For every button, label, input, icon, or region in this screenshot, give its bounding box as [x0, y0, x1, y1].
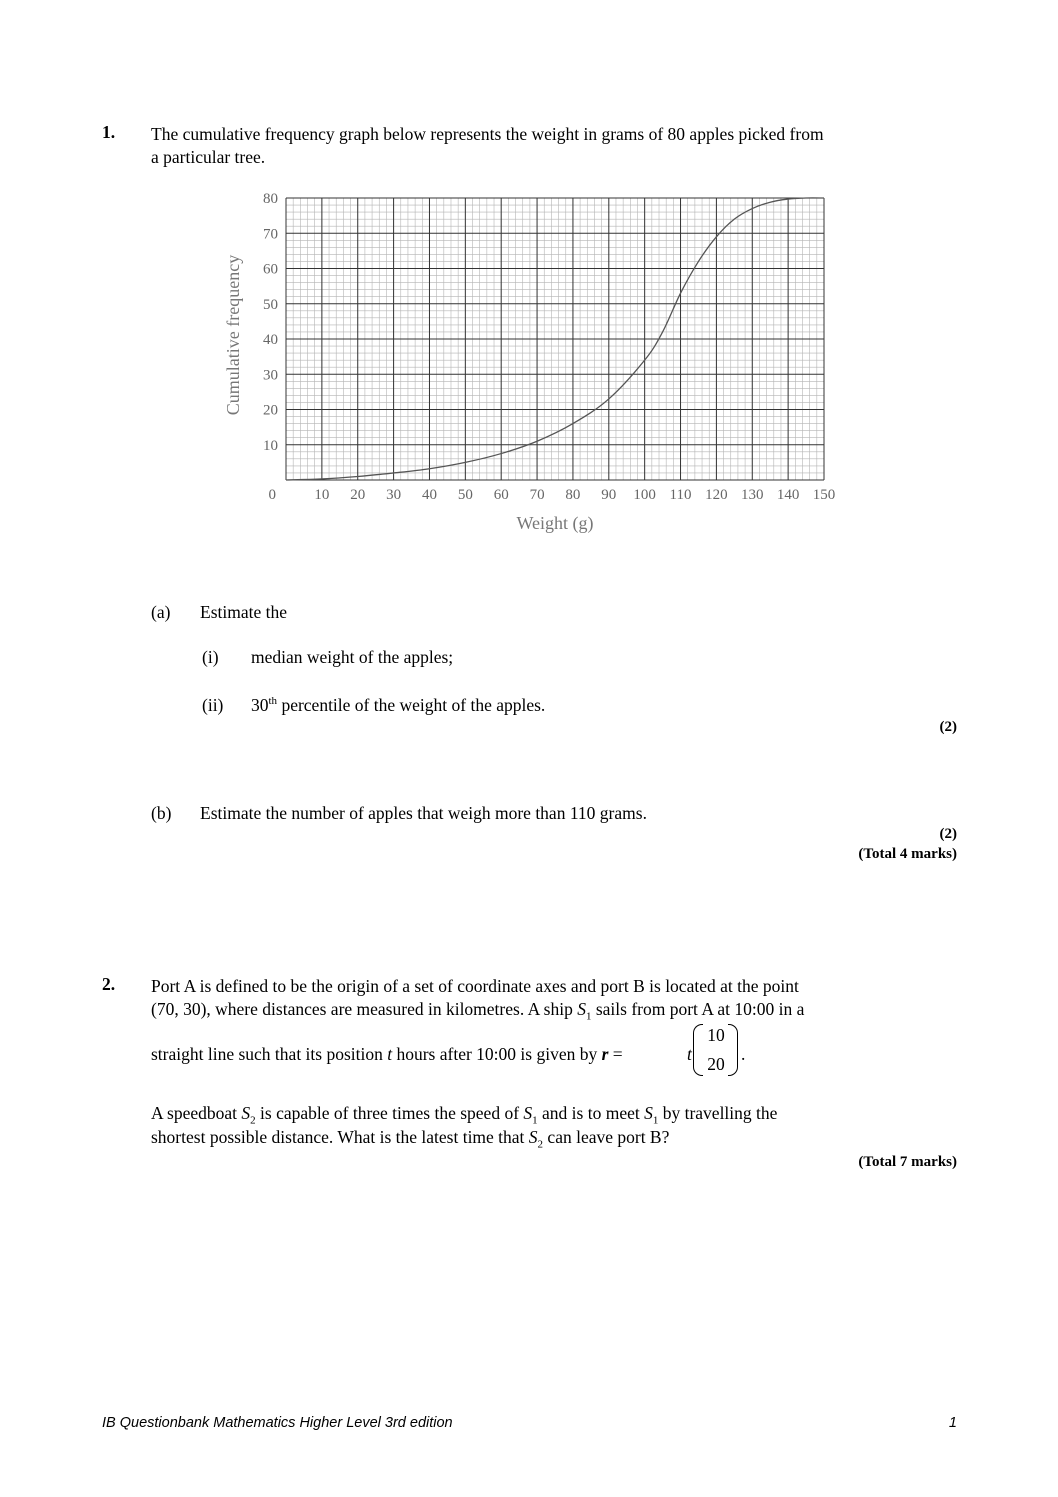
question-2-paragraph-2-line-1: A speedboat $S_2$ is capable of three times the speed of $S_1$ and is to meet $S_1$ by travelling the	[151, 1103, 778, 1127]
question-2-paragraph-2-line-2: shortest possible distance. What is the latest time that $S_2$ can leave port B?	[151, 1127, 670, 1151]
question-1-intro-line-2: a particular tree.	[151, 147, 266, 167]
y-tick-label: 0	[268, 487, 276, 503]
x-tick-label: 30	[386, 487, 402, 503]
question-1-total-marks: (Total 4 marks)	[858, 846, 957, 862]
x-tick-label: 130	[741, 487, 764, 503]
y-tick-label: 70	[263, 226, 278, 243]
part-a-label: (a)	[151, 602, 171, 622]
chart-tick-labels	[263, 191, 835, 503]
part-b-label: (b)	[151, 803, 172, 823]
part-a-i-text: median weight of the apples;	[251, 647, 454, 667]
x-tick-label: 120	[705, 487, 728, 503]
part-a-i-label: (i)	[202, 647, 219, 667]
y-tick-label: 30	[263, 367, 278, 384]
vector-bottom-entry: 20	[707, 1054, 725, 1074]
part-b-marks: (2)	[939, 826, 957, 842]
vector-scalar-t: t	[687, 1044, 692, 1064]
y-tick-label: 40	[263, 332, 278, 348]
question-2-total-marks: (Total 7 marks)	[858, 1154, 957, 1170]
y-tick-label: 50	[263, 296, 278, 313]
part-b-text: Estimate the number of apples that weigh more than 110 grams.	[200, 803, 647, 823]
footer-page-number: 1	[948, 1415, 957, 1431]
x-tick-label: 50	[457, 487, 473, 503]
y-tick-label: 80	[263, 191, 278, 207]
part-a-marks: (2)	[939, 719, 957, 735]
x-tick-label: 70	[529, 487, 545, 503]
x-tick-label: 140	[776, 487, 800, 503]
part-a-ii-label: (ii)	[202, 695, 224, 715]
vector-period: .	[741, 1044, 746, 1064]
cumulative-frequency-chart	[215, 180, 855, 540]
footer-title: IB Questionbank Mathematics Higher Level 3rd edition	[102, 1415, 453, 1431]
question-2-line-2: (70, 30), where distances are measured in kilometres. A ship $S_1$ sails from port A at 10:00 in a	[151, 999, 805, 1023]
x-tick-label: 90	[601, 487, 617, 503]
x-tick-label: 150	[812, 487, 836, 503]
x-tick-label: 80	[565, 487, 581, 503]
vector-right-paren	[728, 1024, 738, 1076]
x-axis-label: Weight (g)	[516, 513, 594, 533]
x-tick-label: 100	[633, 487, 656, 503]
vector-left-paren	[693, 1024, 703, 1076]
question-1-intro-line-1: The cumulative frequency graph below represents the weight in grams of 80 apples picked from	[151, 124, 824, 144]
question-2-line-3: straight line such that its position t hours after 10:00 is given by r =	[151, 1044, 623, 1064]
question-1-number: 1.	[102, 122, 116, 142]
vector-top-entry: 10	[707, 1025, 725, 1045]
y-axis-label: Cumulative frequency	[223, 254, 243, 416]
x-tick-label: 60	[493, 487, 509, 503]
x-tick-label: 10	[314, 487, 330, 503]
x-tick-label: 40	[421, 487, 437, 503]
x-tick-label: 110	[669, 487, 692, 503]
part-a-text: Estimate the	[200, 602, 287, 622]
question-2-line-1: Port A is defined to be the origin of a set of coordinate axes and port B is located at the point	[151, 976, 799, 996]
question-2-number: 2.	[102, 974, 116, 994]
y-tick-label: 60	[263, 261, 278, 278]
y-tick-label: 10	[263, 437, 278, 454]
y-tick-label: 20	[263, 402, 278, 419]
x-tick-label: 20	[350, 487, 366, 503]
part-a-ii-text: 30th percentile of the weight of the apples.	[251, 695, 546, 715]
